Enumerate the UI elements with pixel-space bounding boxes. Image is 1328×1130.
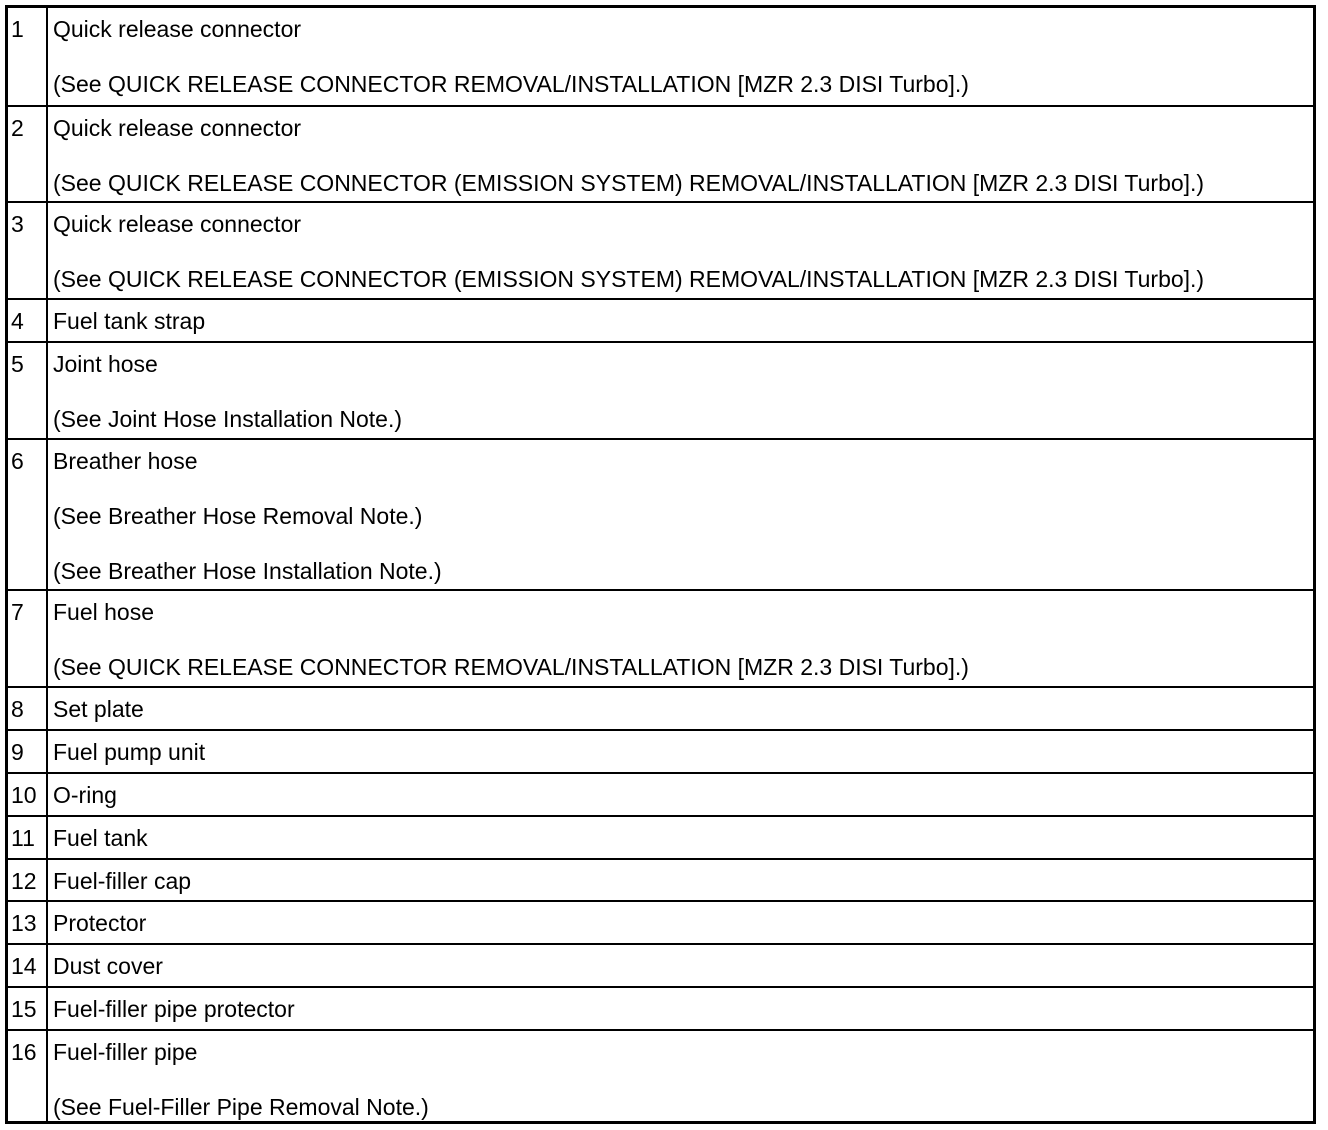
table-row (8, 438, 1313, 590)
item-number: 6 (8, 440, 48, 590)
part-name: Fuel tank (53, 824, 148, 851)
table-row (8, 729, 1313, 772)
table-row (8, 1029, 1313, 1121)
item-number: 3 (8, 203, 48, 298)
table-row (8, 772, 1313, 815)
reference-note[interactable]: (See QUICK RELEASE CONNECTOR (EMISSION SYSTEM) REMOVAL/INSTALLATION [MZR 2.3 DISI Turbo].) (53, 169, 1205, 196)
item-description (48, 107, 1313, 202)
item-description (48, 731, 1313, 772)
item-description (48, 817, 1313, 858)
table-row (8, 858, 1313, 901)
item-description (48, 8, 1313, 105)
part-name: Set plate (53, 696, 144, 722)
reference-note[interactable]: (See Fuel-Filler Pipe Removal Note.) (53, 1094, 429, 1120)
table-row (8, 686, 1313, 729)
part-name: Fuel pump unit (53, 738, 206, 765)
item-description (48, 591, 1313, 686)
part-name: Fuel tank strap (53, 308, 206, 335)
table-row (8, 589, 1313, 686)
item-description (48, 343, 1313, 438)
table-row (8, 900, 1313, 943)
part-name: Fuel-filler pipe protector (53, 996, 295, 1023)
item-description (48, 902, 1313, 943)
item-number: 9 (8, 731, 48, 772)
part-name: Dust cover (53, 953, 163, 980)
part-name: Quick release connector (53, 211, 302, 238)
item-number: 11 (8, 817, 48, 858)
table-row (8, 815, 1313, 858)
item-description (48, 860, 1313, 901)
reference-note[interactable]: (See Joint Hose Installation Note.) (53, 406, 403, 433)
reference-note[interactable]: (See QUICK RELEASE CONNECTOR REMOVAL/INSTALLATION [MZR 2.3 DISI Turbo].) (53, 71, 969, 97)
item-number: 12 (8, 860, 48, 901)
item-number: 14 (8, 945, 48, 986)
table-row (8, 105, 1313, 202)
item-number: 15 (8, 988, 48, 1029)
table-row (8, 298, 1313, 341)
item-number: 16 (8, 1031, 48, 1121)
reference-note[interactable]: (See QUICK RELEASE CONNECTOR (EMISSION SYSTEM) REMOVAL/INSTALLATION [MZR 2.3 DISI Turbo].) (53, 266, 1205, 293)
part-name: Fuel-filler pipe (53, 1039, 198, 1065)
reference-note[interactable]: (See Breather Hose Installation Note.) (53, 557, 442, 584)
item-number: 5 (8, 343, 48, 438)
item-number: 4 (8, 300, 48, 341)
item-description (48, 203, 1313, 298)
item-number: 10 (8, 774, 48, 815)
item-number: 2 (8, 107, 48, 202)
reference-note[interactable]: (See QUICK RELEASE CONNECTOR REMOVAL/INSTALLATION [MZR 2.3 DISI Turbo].) (53, 654, 969, 681)
item-description (48, 1031, 1313, 1121)
item-description (48, 774, 1313, 815)
item-number: 13 (8, 902, 48, 943)
part-name: Breather hose (53, 447, 198, 474)
item-description (48, 688, 1313, 729)
part-name: Protector (53, 910, 147, 937)
item-number: 7 (8, 591, 48, 686)
item-description (48, 945, 1313, 986)
item-description (48, 300, 1313, 341)
item-description (48, 440, 1313, 590)
table-row (8, 201, 1313, 298)
reference-note[interactable]: (See Breather Hose Removal Note.) (53, 502, 423, 529)
item-description (48, 988, 1313, 1029)
part-name: O-ring (53, 781, 117, 808)
item-number: 8 (8, 688, 48, 729)
part-name: Fuel hose (53, 599, 155, 626)
table-row (8, 986, 1313, 1029)
part-name: Fuel-filler cap (53, 867, 192, 894)
part-name: Joint hose (53, 351, 158, 378)
part-name: Quick release connector (53, 16, 302, 42)
table-row (8, 8, 1313, 105)
item-number: 1 (8, 8, 48, 105)
table-row (8, 341, 1313, 438)
part-name: Quick release connector (53, 114, 302, 141)
table-row (8, 943, 1313, 986)
parts-table (5, 5, 1316, 1124)
